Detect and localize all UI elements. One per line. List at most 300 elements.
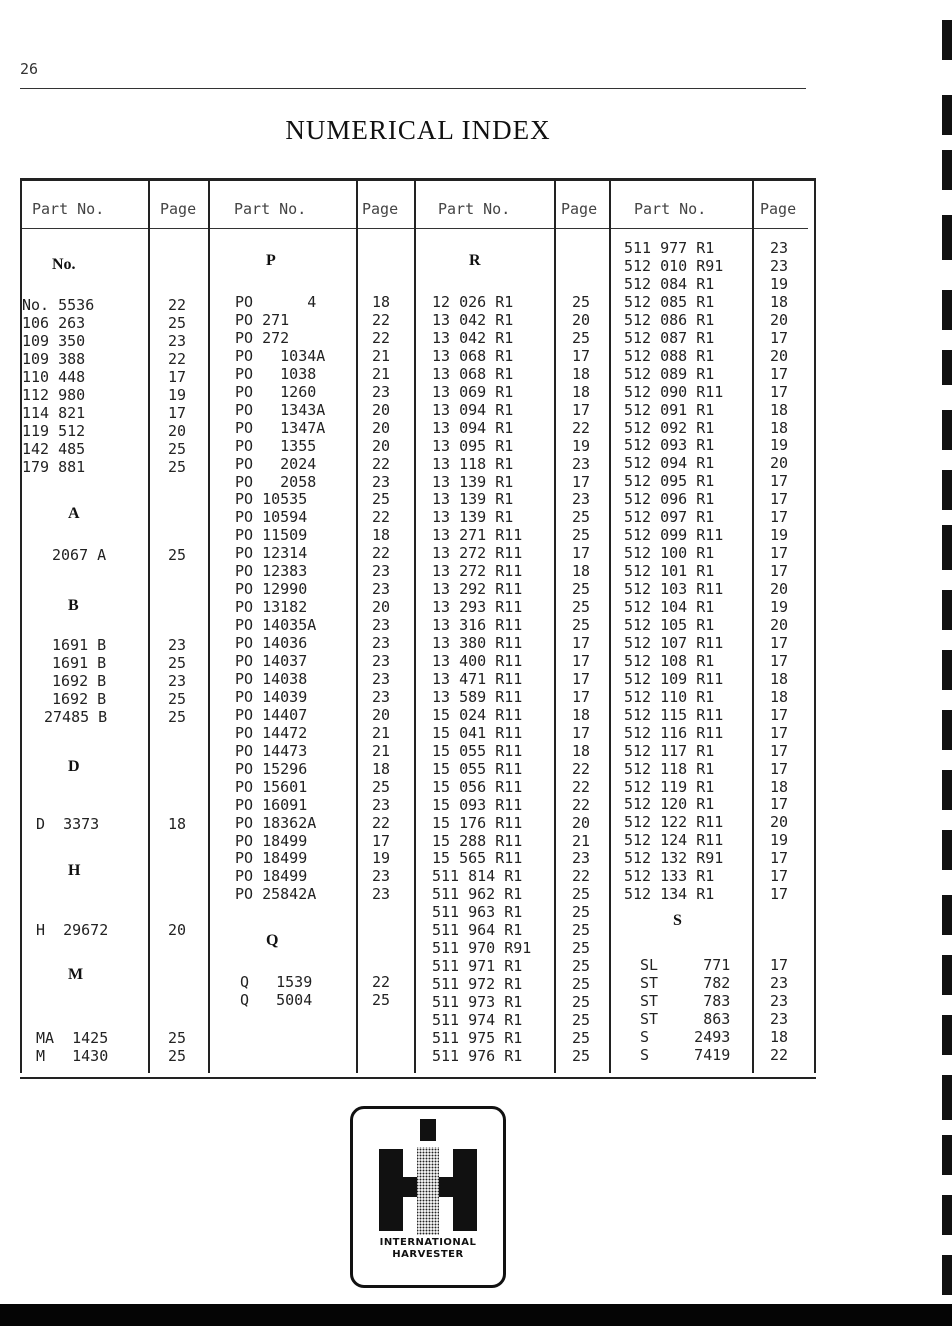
part-number: 109 350 [22, 331, 86, 350]
page-reference: 17 [770, 633, 789, 652]
page-reference: 17 [770, 562, 789, 581]
part-number: No. 5536 [22, 296, 95, 314]
binding-mark [942, 830, 952, 870]
page-reference: 25 [572, 1011, 591, 1029]
page-reference: 17 [770, 328, 789, 347]
page-reference: 23 [770, 1009, 789, 1028]
part-number: 512 100 R1 [624, 544, 715, 563]
part-number: 13 471 R11 [432, 669, 523, 688]
part-number: 13 118 R1 [432, 454, 514, 473]
part-number: 511 962 R1 [432, 885, 523, 904]
page-reference: 25 [572, 1028, 591, 1047]
part-number: 15 093 R11 [432, 795, 523, 814]
part-number: 13 400 R11 [432, 652, 523, 670]
part-number: 142 485 [22, 439, 86, 458]
part-number: PO 14038 [235, 669, 308, 688]
page-reference: 23 [572, 490, 591, 509]
part-number: Q 5004 [240, 990, 313, 1009]
page-reference: 17 [770, 490, 789, 509]
page-reference: 25 [168, 439, 187, 458]
part-number: 15 055 R11 [432, 759, 523, 778]
column-divider [609, 180, 611, 1073]
part-number: 512 122 R11 [624, 813, 724, 832]
part-number: PO 2024 [235, 454, 317, 473]
part-number: PO 16091 [235, 795, 308, 814]
part-number: 119 512 [22, 421, 86, 440]
page-reference: 25 [572, 939, 591, 958]
part-number: 512 108 R1 [624, 651, 715, 670]
binding-mark [942, 710, 952, 750]
page-reference: 18 [770, 418, 789, 437]
column-divider [148, 180, 150, 1073]
page-reference: 25 [168, 313, 187, 332]
page-reference: 25 [168, 707, 187, 726]
binding-edge [940, 0, 952, 1326]
part-number: 179 881 [22, 457, 86, 476]
page-reference: 22 [372, 328, 391, 347]
part-number: 512 105 R1 [624, 615, 715, 634]
part-number: 512 132 R91 [624, 849, 724, 868]
page-reference: 23 [572, 849, 591, 868]
binding-mark [942, 1255, 952, 1295]
page-reference: 22 [572, 418, 591, 437]
page-reference: 17 [168, 367, 187, 386]
part-number: 13 068 R1 [432, 364, 514, 383]
page-reference: 25 [572, 1046, 591, 1065]
page-reference: 18 [770, 292, 789, 311]
part-number: PO 4 [235, 293, 317, 311]
part-number: PO 14472 [235, 723, 308, 742]
page-reference: 23 [372, 652, 391, 670]
part-number: 512 104 R1 [624, 598, 715, 616]
page-reference: 21 [572, 831, 591, 850]
page-reference: 19 [770, 598, 789, 616]
page-reference: 17 [770, 956, 789, 974]
binding-mark [942, 215, 952, 260]
page-title: NUMERICAL INDEX [285, 115, 551, 145]
page-reference: 25 [372, 490, 391, 509]
part-number: 512 010 R91 [624, 256, 724, 275]
part-number: 109 388 [22, 349, 86, 368]
page-reference: 22 [572, 867, 591, 886]
page-reference: 22 [372, 508, 391, 527]
page-reference: 23 [372, 382, 391, 401]
page-reference: 23 [372, 562, 391, 581]
header-page: Page [160, 200, 197, 218]
page-reference: 19 [770, 274, 789, 293]
page-reference: 18 [372, 293, 391, 311]
section-heading: P [266, 252, 276, 269]
page-reference: 17 [770, 759, 789, 778]
column-divider [814, 180, 816, 1073]
page-reference: 17 [770, 651, 789, 670]
part-number: 512 091 R1 [624, 400, 715, 419]
page-reference: 17 [770, 885, 789, 904]
page-reference: 18 [572, 382, 591, 401]
part-number: 512 086 R1 [624, 310, 715, 329]
part-number: H 29672 [36, 921, 109, 939]
page-reference: 19 [168, 385, 187, 404]
page-reference: 25 [572, 526, 591, 545]
page-reference: 18 [168, 815, 187, 833]
page-reference: 20 [372, 598, 391, 617]
part-number: 27485 B [44, 707, 108, 726]
part-number: 15 041 R11 [432, 723, 523, 742]
part-number: 512 089 R1 [624, 364, 715, 383]
page-reference: 23 [168, 331, 187, 350]
page-reference: 17 [572, 400, 591, 419]
page-reference: 19 [770, 436, 789, 455]
page-reference: 18 [572, 364, 591, 383]
part-number: PO 15296 [235, 759, 308, 778]
part-number: PO 14473 [235, 741, 308, 760]
part-number: Q 1539 [240, 973, 313, 991]
page-reference: 23 [572, 454, 591, 473]
part-number: 15 288 R11 [432, 831, 523, 850]
page-reference: 25 [372, 777, 391, 796]
part-number: PO 14039 [235, 687, 308, 706]
page-reference: 18 [572, 562, 591, 581]
page-reference: 17 [770, 741, 789, 760]
part-number: PO 18499 [235, 831, 308, 850]
page-reference: 23 [372, 669, 391, 688]
page-reference: 17 [770, 723, 789, 742]
part-number: 13 139 R1 [432, 472, 514, 491]
part-number: 512 084 R1 [624, 274, 715, 293]
part-number: 13 042 R1 [432, 310, 514, 329]
binding-mark [942, 1075, 952, 1120]
page-reference: 23 [372, 634, 391, 653]
page-reference: 17 [572, 544, 591, 563]
part-number: 511 973 R1 [432, 993, 523, 1012]
part-number: 512 099 R11 [624, 526, 724, 545]
part-number: 512 103 R11 [624, 580, 724, 599]
part-number: 13 139 R1 [432, 508, 514, 527]
part-number: PO 271 [235, 310, 290, 329]
section-heading: Q [266, 932, 279, 949]
header-part-no: Part No. [32, 200, 105, 218]
page-reference: 18 [770, 669, 789, 688]
page-reference: 22 [372, 544, 391, 563]
part-number: PO 25842A [235, 885, 317, 904]
part-number: 512 096 R1 [624, 490, 715, 509]
binding-mark [942, 590, 952, 630]
binding-mark [942, 1195, 952, 1235]
page-reference: 17 [770, 544, 789, 563]
part-number: 110 448 [22, 367, 86, 386]
part-number: PO 10594 [235, 508, 308, 527]
part-number: 13 272 R11 [432, 544, 523, 563]
scan-bottom-bar [0, 1304, 952, 1326]
part-number: ST 782 [640, 973, 731, 992]
part-number: 512 107 R11 [624, 633, 724, 652]
part-number: 512 087 R1 [624, 328, 715, 347]
part-number: SL 771 [640, 956, 731, 974]
page-reference: 25 [168, 1029, 187, 1047]
part-number: 13 271 R11 [432, 526, 523, 545]
part-number: 13 316 R11 [432, 616, 523, 635]
page-number: 26 [20, 60, 39, 78]
part-number: 512 115 R11 [624, 705, 724, 724]
part-number: ST 783 [640, 991, 731, 1010]
page-reference: 17 [770, 508, 789, 527]
page-reference: 22 [572, 777, 591, 796]
page-reference: 20 [770, 813, 789, 832]
page-reference: 18 [372, 526, 391, 545]
part-number: 13 069 R1 [432, 382, 514, 401]
section-heading: B [68, 597, 79, 614]
ih-logo [350, 1106, 506, 1288]
page-reference: 21 [372, 723, 391, 742]
part-number: 13 293 R11 [432, 598, 523, 617]
section-heading: S [673, 912, 682, 929]
column-divider [554, 180, 556, 1073]
page-reference: 25 [372, 990, 391, 1009]
page-reference: 23 [372, 687, 391, 706]
page-reference: 18 [372, 759, 391, 778]
page-reference: 22 [572, 759, 591, 778]
part-number: 511 963 R1 [432, 903, 523, 922]
column-divider [752, 180, 754, 1073]
page-reference: 17 [572, 634, 591, 653]
page-reference: 23 [372, 795, 391, 814]
part-number: 511 975 R1 [432, 1028, 523, 1047]
page-reference: 20 [770, 310, 789, 329]
part-number: MA 1425 [36, 1029, 109, 1047]
part-number: 512 097 R1 [624, 508, 715, 527]
page-reference: 18 [770, 1027, 789, 1046]
part-number: PO 1343A [235, 400, 326, 419]
page-reference: 20 [372, 705, 391, 724]
logo-line-1: INTERNATIONAL [379, 1237, 477, 1248]
binding-mark [942, 1135, 952, 1175]
page-reference: 23 [168, 636, 187, 654]
page-reference: 17 [572, 669, 591, 688]
page-reference: 22 [372, 813, 391, 832]
part-number: PO 14035A [235, 616, 317, 635]
part-number: PO 11509 [235, 526, 308, 545]
column-divider [208, 180, 210, 1073]
header-page: Page [760, 200, 797, 218]
column-divider [356, 180, 358, 1073]
part-number: 2067 A [52, 546, 107, 564]
page-reference: 23 [770, 256, 789, 275]
part-number: 13 068 R1 [432, 346, 514, 365]
page-reference: 25 [572, 580, 591, 599]
page-reference: 22 [168, 349, 187, 368]
binding-mark [942, 770, 952, 810]
page-reference: 20 [770, 454, 789, 473]
binding-mark [942, 350, 952, 385]
page-reference: 25 [572, 957, 591, 976]
page-reference: 20 [168, 421, 187, 440]
page-reference: 25 [572, 921, 591, 940]
part-number: 13 095 R1 [432, 436, 514, 455]
part-number: 512 124 R11 [624, 831, 724, 850]
part-number: 15 176 R11 [432, 813, 523, 832]
page-reference: 17 [770, 867, 789, 886]
page-reference: 17 [572, 687, 591, 706]
part-number: PO 12990 [235, 580, 308, 599]
part-number: 512 110 R1 [624, 687, 715, 706]
section-heading: M [68, 966, 84, 983]
part-number: 1691 B [52, 653, 107, 672]
part-number: 512 120 R1 [624, 795, 715, 814]
part-number: PO 13182 [235, 598, 308, 617]
page-reference: 17 [770, 382, 789, 401]
part-number: 512 116 R11 [624, 723, 724, 742]
top-rule [20, 88, 806, 89]
page-reference: 19 [770, 831, 789, 850]
part-number: 512 090 R11 [624, 382, 724, 401]
page-reference: 23 [372, 580, 391, 599]
page-reference: 18 [572, 705, 591, 724]
page-reference: 22 [572, 795, 591, 814]
part-number: 512 133 R1 [624, 867, 715, 886]
section-heading: A [68, 505, 80, 522]
part-number: 106 263 [22, 313, 86, 332]
part-number: 13 272 R11 [432, 562, 523, 581]
page-reference: 17 [770, 364, 789, 383]
header-part-no: Part No. [634, 200, 707, 218]
logo-line-2: HARVESTER [392, 1249, 464, 1260]
page-reference: 23 [168, 671, 187, 690]
page-reference: 21 [372, 741, 391, 760]
part-number: 511 976 R1 [432, 1046, 523, 1065]
page-reference: 17 [770, 849, 789, 868]
binding-mark [942, 410, 952, 450]
binding-mark [942, 650, 952, 690]
page-reference: 25 [168, 689, 187, 708]
page-reference: 20 [770, 615, 789, 634]
part-number: PO 1347A [235, 418, 326, 437]
page-reference: 20 [572, 310, 591, 329]
part-number: PO 14407 [235, 705, 308, 724]
page-reference: 20 [372, 418, 391, 437]
binding-mark [942, 290, 952, 330]
page-reference: 23 [770, 973, 789, 992]
part-number: 512 094 R1 [624, 454, 715, 473]
section-heading: No. [52, 256, 76, 273]
part-number: 512 085 R1 [624, 292, 715, 311]
page-reference: 23 [770, 239, 789, 257]
binding-mark [942, 470, 952, 510]
page-reference: 23 [372, 885, 391, 904]
page-reference: 17 [168, 403, 187, 422]
page-reference: 19 [770, 526, 789, 545]
binding-mark [942, 95, 952, 135]
page-reference: 25 [572, 885, 591, 904]
binding-mark [942, 525, 952, 570]
part-number: PO 1038 [235, 364, 317, 383]
section-heading: R [469, 252, 481, 269]
part-number: M 1430 [36, 1046, 109, 1065]
part-number: PO 18499 [235, 867, 308, 886]
part-number: 512 134 R1 [624, 885, 715, 904]
part-number: 512 119 R1 [624, 777, 715, 796]
header-part-no: Part No. [234, 200, 307, 218]
section-heading: H [68, 862, 81, 879]
page-reference: 22 [372, 310, 391, 329]
page-reference: 25 [168, 1046, 187, 1065]
page-reference: 25 [572, 293, 591, 311]
part-number: 15 565 R11 [432, 849, 523, 868]
part-number: PO 14036 [235, 634, 308, 653]
page-reference: 25 [572, 993, 591, 1012]
page-reference: 20 [770, 580, 789, 599]
page-reference: 25 [168, 546, 187, 564]
part-number: PO 12383 [235, 562, 308, 581]
part-number: S 7419 [640, 1045, 731, 1064]
part-number: 512 101 R1 [624, 562, 715, 581]
part-number: 1692 B [52, 671, 107, 690]
page-reference: 17 [572, 652, 591, 670]
part-number: 511 977 R1 [624, 239, 715, 257]
part-number: 512 088 R1 [624, 346, 715, 365]
part-number: PO 18362A [235, 813, 317, 832]
page-reference: 22 [372, 973, 391, 991]
part-number: PO 1260 [235, 382, 317, 401]
page-reference: 19 [572, 436, 591, 455]
page-reference: 23 [372, 472, 391, 491]
page-reference: 20 [168, 921, 187, 939]
part-number: 15 024 R11 [432, 705, 523, 724]
page-reference: 17 [770, 795, 789, 814]
part-number: PO 14037 [235, 652, 308, 670]
part-number: 12 026 R1 [432, 293, 514, 311]
page-reference: 25 [168, 653, 187, 672]
binding-mark [942, 1015, 952, 1055]
part-number: PO 1355 [235, 436, 317, 455]
part-number: PO 12314 [235, 544, 308, 563]
page-reference: 22 [168, 296, 187, 314]
part-number: 15 055 R11 [432, 741, 523, 760]
binding-mark [942, 20, 952, 60]
part-number: S 2493 [640, 1027, 731, 1046]
part-number: 114 821 [22, 403, 86, 422]
page-reference: 25 [572, 903, 591, 922]
page-reference: 21 [372, 364, 391, 383]
part-number: 512 093 R1 [624, 436, 715, 455]
page-reference: 21 [372, 346, 391, 365]
page-reference: 17 [770, 705, 789, 724]
page-reference: 18 [572, 741, 591, 760]
part-number: 512 092 R1 [624, 418, 715, 437]
page-reference: 17 [372, 831, 391, 850]
page-reference: 25 [572, 975, 591, 994]
part-number: PO 2058 [235, 472, 317, 491]
part-number: 13 094 R1 [432, 418, 514, 437]
header-page: Page [561, 200, 598, 218]
page-reference: 25 [572, 328, 591, 347]
part-number: PO 15601 [235, 777, 308, 796]
header-page: Page [362, 200, 399, 218]
binding-mark [942, 150, 952, 190]
ih-logo-icon [353, 1109, 503, 1239]
page-reference: 19 [372, 849, 391, 868]
part-number: D 3373 [36, 815, 100, 833]
page-reference: 25 [168, 457, 187, 476]
part-number: 1691 B [52, 636, 107, 654]
part-number: 112 980 [22, 385, 86, 404]
page-reference: 18 [770, 777, 789, 796]
part-number: PO 1034A [235, 346, 326, 365]
page-reference: 18 [770, 400, 789, 419]
part-number: 15 056 R11 [432, 777, 523, 796]
page-reference: 17 [572, 346, 591, 365]
page-reference: 20 [372, 400, 391, 419]
page-reference: 18 [770, 687, 789, 706]
